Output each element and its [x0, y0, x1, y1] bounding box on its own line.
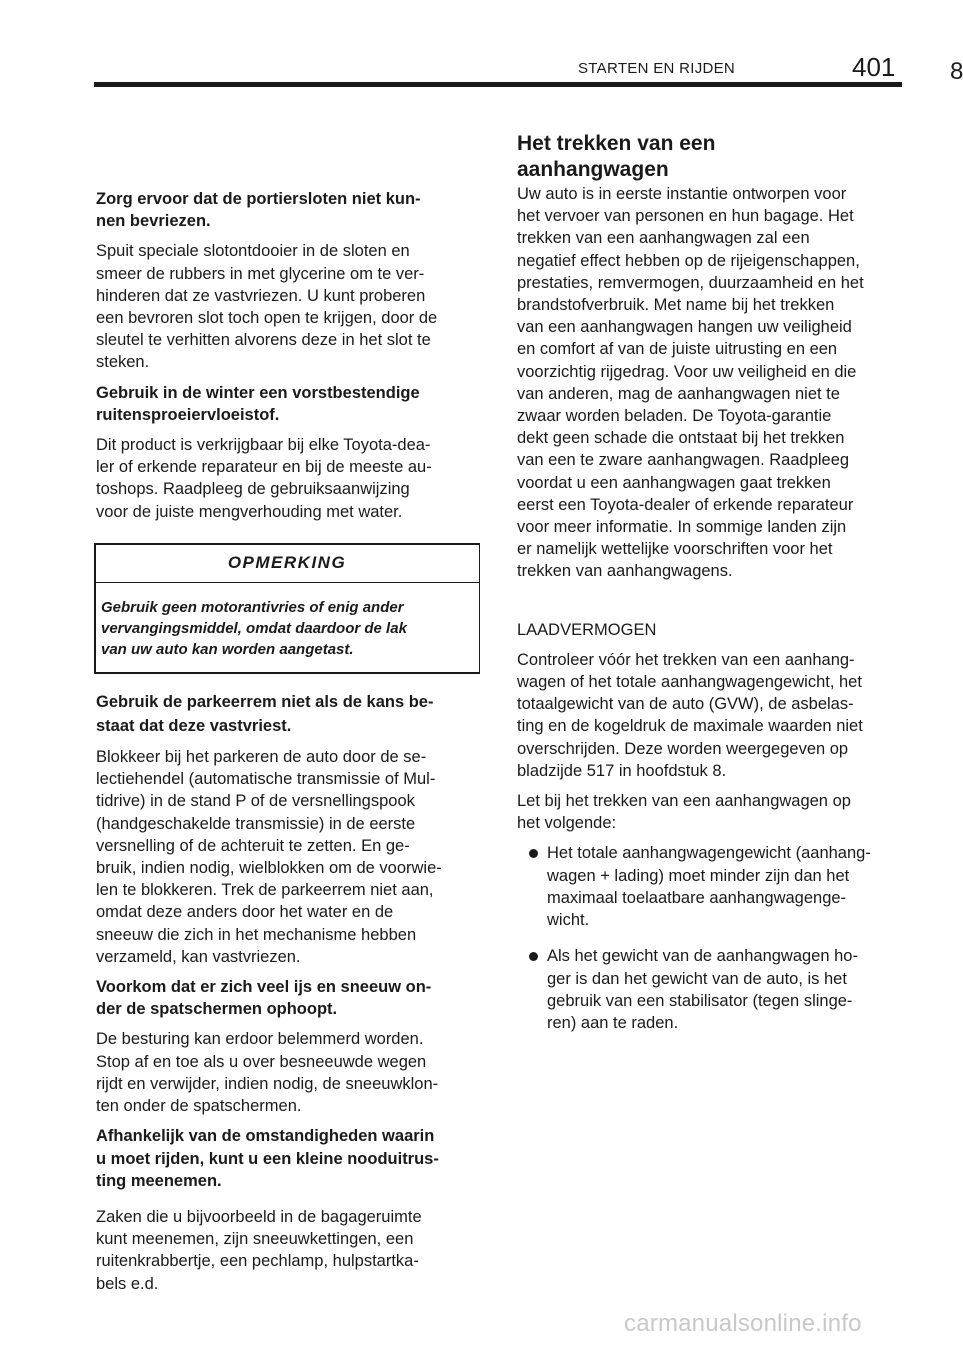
right-column	[517, 131, 907, 1034]
heading-fenders: Voorkom dat er zich veel ijs en sneeuw on- der de spatschermen ophoopt.	[96, 978, 432, 1019]
paragraph-washer-fluid: Dit product is verkrijgbaar bij elke Toyota-dea- ler of erkende reparateur en bij de meeste au- toshops. Raadpleeg de gebruiksaanwijzing voor de juiste mengverhouding met water.	[96, 436, 432, 521]
section-heading-towing: Het trekken van een aanhangwagen	[517, 132, 716, 181]
subheading-load-capacity: LAADVERMOGEN	[517, 620, 657, 639]
paragraph-load-capacity: Controleer vóór het trekken van een aanhang- wagen of het totale aanhangwagengewicht, het totaalgewicht van de auto (GVW), de asbelas- ting en de kogeldruk de maximale waarden niet overschrijden. Deze worden weergegeven op bladzijde 517 in hoofdstuk 8.	[517, 650, 863, 780]
paragraph-towing-notes: Let bij het trekken van een aanhangwagen op het volgende:	[517, 792, 851, 833]
heading-emergency-kit: Afhankelijk van de omstandigheden waarin u moet rijden, kunt u een kleine nooduitrus- ting meenemen.	[96, 1127, 439, 1190]
page-number: 401	[852, 52, 896, 82]
list-item-text: Als het gewicht van de aanhangwagen ho- ger is dan het gewicht van de auto, is het gebruik van een stabilisator (tegen slinge- ren) aan te raden.	[547, 947, 858, 1032]
note-text: Gebruik geen motorantivries of enig ander vervangingsmiddel, omdat daardoor de lak van uw auto kan worden aangetast.	[101, 599, 407, 659]
list-item	[517, 842, 907, 931]
list-item-text: Het totale aanhangwagengewicht (aanhang- wagen + lading) moet minder zijn dan het maximaal toelaatbare aanhangwagenge- wicht.	[547, 844, 871, 930]
list-item	[517, 945, 907, 1034]
heading-door-locks: Zorg ervoor dat de portiersloten niet kun- nen bevriezen.	[96, 190, 421, 231]
heading-washer-fluid: Gebruik in de winter een vorstbestendige ruitensproeiervloeistof.	[96, 383, 420, 424]
bullet-icon	[529, 849, 538, 858]
section-title: STARTEN EN RIJDEN	[578, 60, 736, 77]
left-column	[96, 188, 480, 1295]
chapter-tab-mark: 8	[950, 58, 963, 85]
bullet-icon	[529, 952, 538, 961]
heading-parking-brake: Gebruik de parkeerrem niet als de kans be- staat dat deze vastvriest.	[96, 693, 434, 736]
watermark: carmanualsonline.info	[624, 1310, 862, 1337]
header-rule	[94, 82, 902, 87]
paragraph-towing-intro: Uw auto is in eerste instantie ontworpen voor het vervoer van personen en hun bagage. Het trekken van een aanhangwagen zal een negatief effect hebben op de rijeigenschappen, prestaties, remvermogen, duurzaamheid en het brandstofverbruik. Met name bij het trekken van een aanhangwagen hangen uw veiligheid en comfort af van de juiste uitrusting en een voorzichtig rijgedrag. Voor uw veiligheid en die van anderen, mag de aanhangwagen niet te zwaar worden beladen. De Toyota-garantie dekt geen schade die ontstaat bij het trekken van een te zware aanhangwagen. Raadpleeg voordat u een aanhangwagen gaat trekken eerst een Toyota-dealer of erkende reparateur voor meer informatie. In sommige landen zijn er namelijk wettelijke voorschriften voor het trekken van aanhangwagens.	[517, 185, 864, 581]
paragraph-door-locks: Spuit speciale slotontdooier in de sloten en smeer de rubbers in met glycerine om te ver- hinderen dat ze vastvriezen. U kunt proberen een bevroren slot toch open te krijgen, door de sleutel te verhitten alvorens deze in het slot te steken.	[96, 242, 438, 372]
note-box	[94, 543, 480, 674]
paragraph-fenders: De besturing kan erdoor belemmerd worden. Stop af en toe als u over besneeuwde wegen rijdt en verwijder, indien nodig, de sneeuwklon- ten onder de spatschermen.	[96, 1030, 439, 1116]
paragraph-emergency-kit: Zaken die u bijvoorbeeld in de bagageruimte kunt meenemen, zijn sneeuwkettingen, een ruitenkrabbertje, een pechlamp, hulpstartka- bels e.d.	[96, 1207, 422, 1293]
paragraph-parking-brake: Blokkeer bij het parkeren de auto door de se- lectiehendel (automatische transmissie of Mul- tidrive) in de stand P of de versnellingspook (handgeschakelde transmissie) in de eerste versnelling of de achteruit te zetten. En ge- bruik, indien nodig, wielblokken om de voorwie- len te blokkeren. Trek de parkeerrem niet aan, omdat deze anders door het water en de sneeuw die zich in het mechanisme hebben verzameld, kan vastvriezen.	[96, 748, 442, 966]
note-title: OPMERKING	[94, 545, 480, 583]
